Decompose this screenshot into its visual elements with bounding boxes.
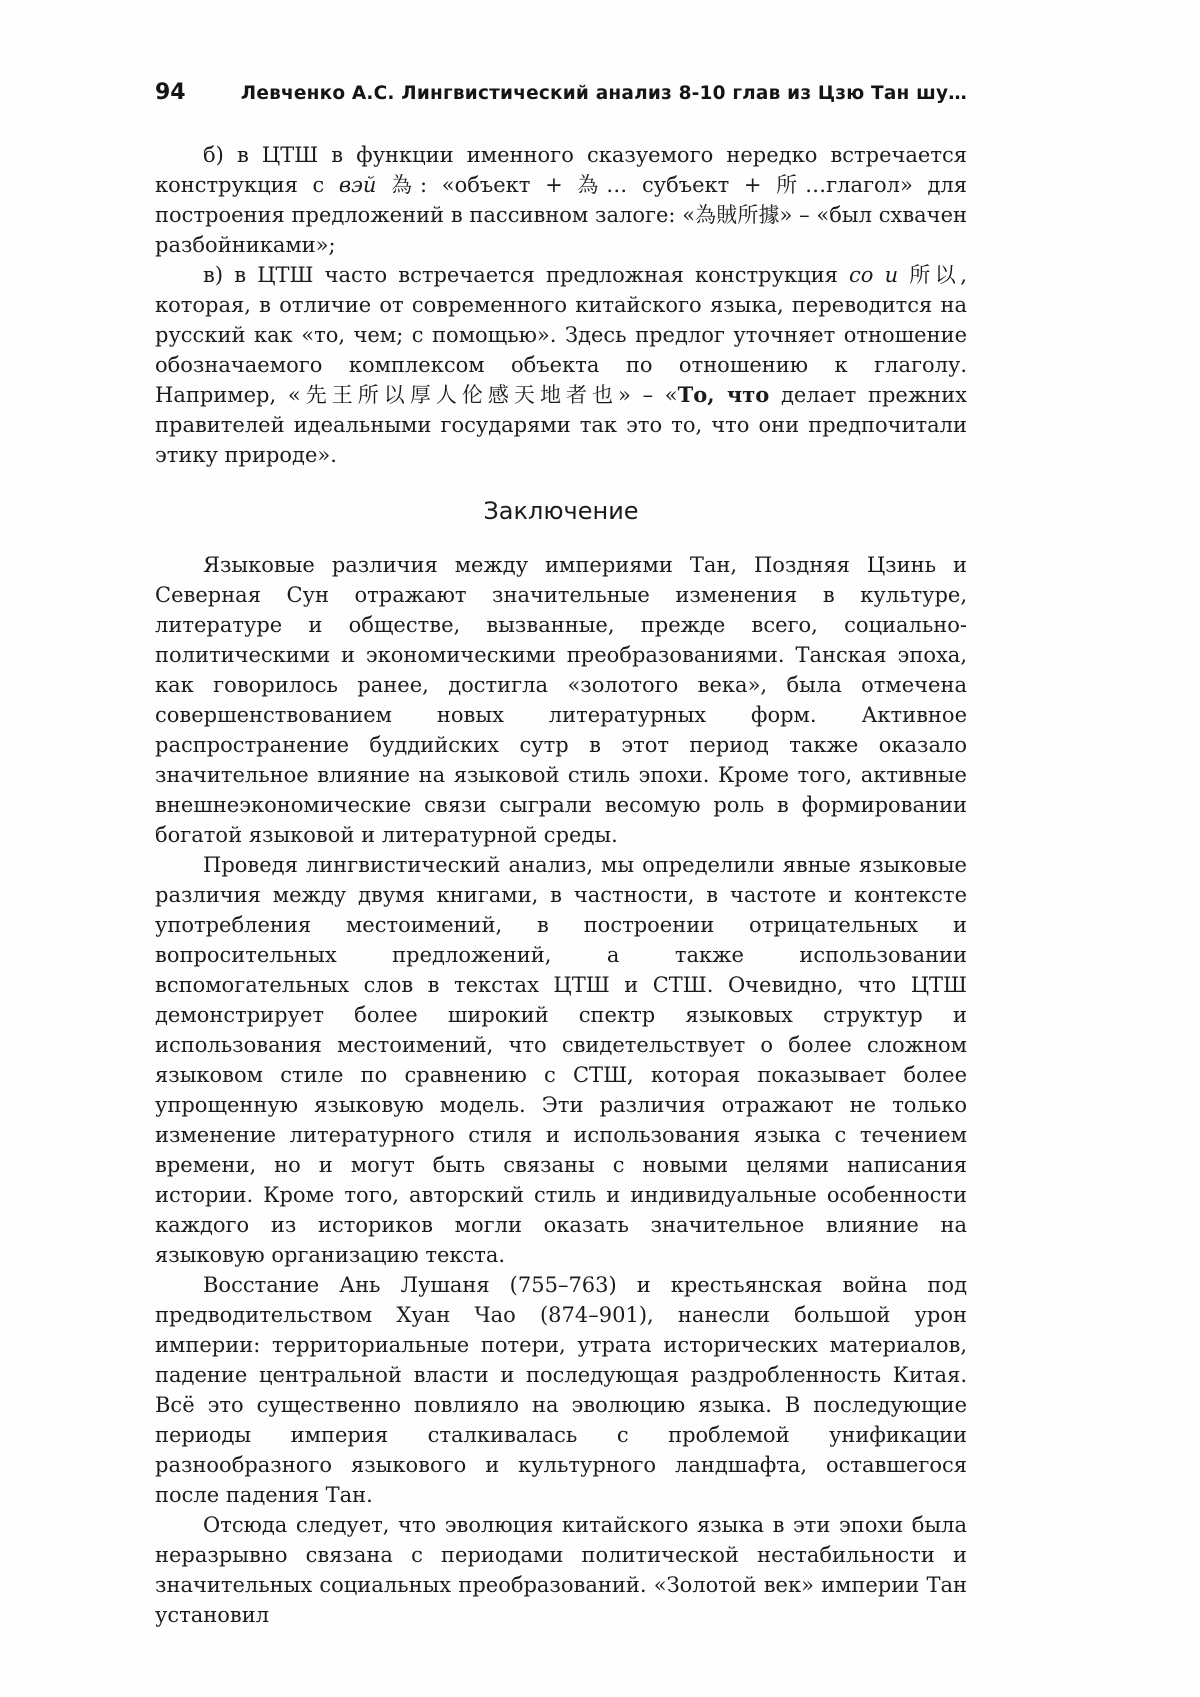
paragraph-point-b: [155, 140, 967, 260]
paragraph: Языковые различия между империями Тан, Поздняя Цзинь и Северная Сун отражают значительные изменения в культуре, литературе и обществе, вызванные, прежде всего, социально-политическими и экономическими преобразованиями. Танская эпоха, как говорилось ранее, достигла «золотого века», была отмечена совершенствованием новых литературных форм. Активное распространение буддийских сутр в этот период также оказало значительное влияние на языковой стиль эпохи. Кроме того, активные внешнеэкономические связи сыграли весомую роль в формировании богатой языковой и литературной среды.: [155, 553, 967, 847]
text-run: 為: «объект + 為… субъект + 所…глагол» для построения предложений в пассивном залоге: «為賊所據» – «был схвачен разбойниками»;: [155, 173, 967, 257]
text-run: б) в ЦТШ в функции именного сказуемого нередко встречается конструкция с: [155, 143, 967, 197]
article-body: [155, 140, 967, 1630]
bold-phrase: То, что: [677, 382, 770, 407]
italic-term: со и: [849, 263, 899, 287]
text-run: 所以, которая, в отличие от современного китайского языка, переводится на русский как «то, чем; с помощью». Здесь предлог уточняет отношение обозначаемого комплексом объекта по отношению к глаголу. Например, «先王所以厚人伦感天地者也» – «: [155, 263, 967, 407]
text-run: делает прежних правителей идеальными государями так это то, что они предпочитали этику природе».: [155, 383, 967, 467]
paragraph-point-v: [155, 260, 967, 470]
paragraph: Восстание Ань Лушаня (755–763) и крестьянская война под предводительством Хуан Чао (874–901), нанесли большой урон империи: территориальные потери, утрата исторических материалов, падение центральной власти и последующая раздробленность Китая. Всё это существенно повлияло на эволюцию языка. В последующие периоды империя сталкивалась с проблемой унификации разнообразного языкового и культурного ландшафта, оставшегося после падения Тан.: [155, 1273, 967, 1507]
italic-term: вэй: [338, 173, 377, 197]
paragraph: Проведя лингвистический анализ, мы определили явные языковые различия между двумя книгами, в частности, в частоте и контексте употребления местоимений, в построении отрицательных и вопросительных предложений, а также использовании вспомогательных слов в текстах ЦТШ и СТШ. Очевидно, что ЦТШ демонстрирует более широкий спектр языковых структур и использования местоимений, что свидетельствует о более сложном языковом стиле по сравнению с СТШ, которая показывает более упрощенную языковую модель. Эти различия отражают не только изменение литературного стиля и использования языка с течением времени, но и могут быть связаны с новыми целями написания истории. Кроме того, авторский стиль и индивидуальные особенности каждого из историков могли оказать значительное влияние на языковую организацию текста.: [155, 853, 967, 1267]
text-run: в) в ЦТШ часто встречается предложная конструкция: [203, 263, 850, 287]
paragraph: Отсюда следует, что эволюция китайского языка в эти эпохи была неразрывно связана с периодами политической нестабильности и значительных социальных преобразований. «Золотой век» империи Тан установил: [155, 1513, 967, 1627]
section-heading: Заключение: [483, 497, 639, 525]
page-number: 94: [155, 80, 186, 105]
running-title: Левченко А.С. Лингвистический анализ 8-10 глав из Цзю Тан шу…: [240, 83, 967, 104]
page-header: [155, 80, 967, 105]
